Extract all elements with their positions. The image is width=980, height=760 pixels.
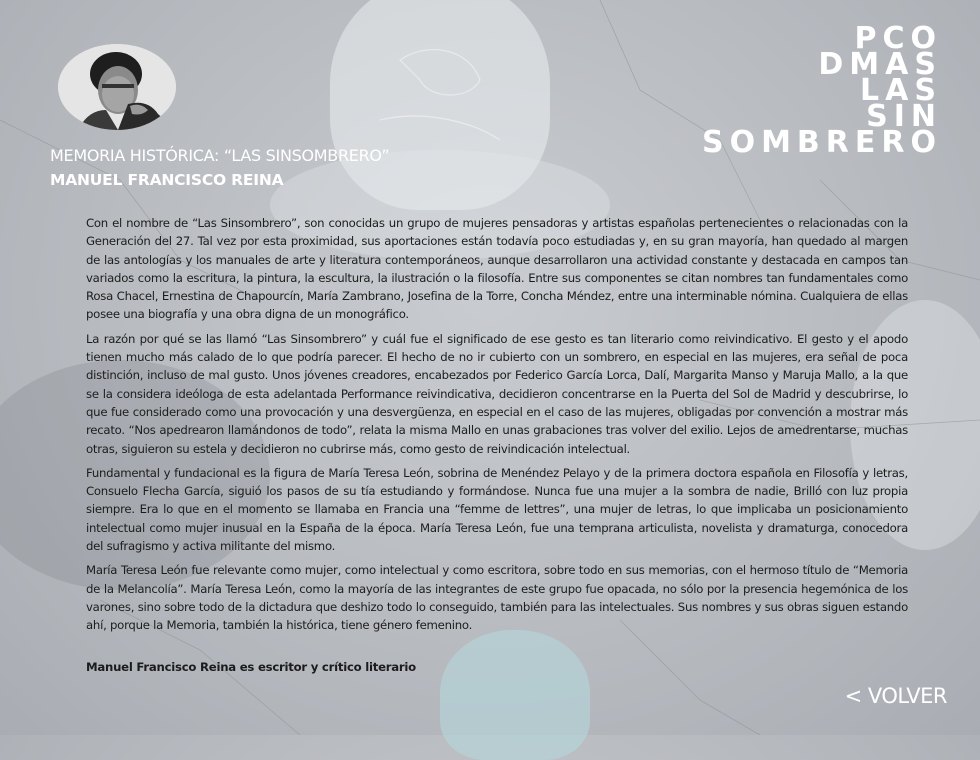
author-avatar bbox=[58, 44, 176, 130]
article-paragraph: Con el nombre de “Las Sinsombrero”, son conocidas un grupo de mujeres pensadoras y artistas españolas pertenecientes o relacionadas con la Generación del 27. Tal vez por esta proximidad, sus aportaciones están todavía poco estudiadas y, en su gran mayoría, han quedado al margen de las antologías y los manuales de arte y literatura contemporáneos, aunque desarrollaron una actividad constante y destacada en campos tan variados como la escritura, la pintura, la escultura, la ilustración o la filosofía. Entre sus componentes se citan nombres tan fundamentales como Rosa Chacel, Ernestina de Chapourcín, María Zambrano, Josefina de la Torre, Concha Méndez, entre una interminable nómina. Cualquiera de ellas posee una biografía y una obra digna de un monográfico. bbox=[86, 216, 908, 322]
back-link[interactable]: < VOLVER bbox=[844, 684, 947, 708]
logo-line: SOMBRERO bbox=[701, 125, 942, 160]
logo-line: SIN bbox=[866, 99, 942, 134]
author-photo bbox=[58, 44, 176, 130]
article-paragraph: Fundamental y fundacional es la figura de María Teresa León, sobrina de Menéndez Pelayo y de la primera doctora española en Filosofía y letras, Consuelo Flecha García, siguió los pasos de su tía estudiando y formándose. Nunca fue una mujer a la sombra de nadie, Brilló con luz propia siempre. Era lo que en el momento se llamaba en Francia una “femme de lettres”, una mujer de letras, lo que implicaba un posicionamiento intelectual como mujer inusual en la España de la época. María Teresa León, fue una temprana articulista, novelista y dramaturga, conocedora del sufragismo y activa militante del mismo. bbox=[86, 465, 908, 554]
logo-line: DMAS bbox=[818, 47, 942, 82]
article-paragraph: La razón por qué se las llamó “Las Sinsombrero” y cuál fue el significado de ese gesto es tan literario como reivindicativo. El gesto y el apodo tienen mucho más calado de lo que podría parecer. El hecho de no ir cubierto con un sombrero, en especial en las mujeres, era señal de poca distinción, incluso de mal gusto. Unos jóvenes creadores, encabezados por Federico García Lorca, Dalí, Margarita Manso y Maruja Mallo, a la que se la considera ideóloga de esta adelantada Performance reivindicativa, decidieron concentrarse en la Puerta del Sol de Madrid y descubrirse, lo que fue considerado como una provocación y una desvergüenza, en especial en el caso de las mujeres, obligadas por convención a mostrar más recato. “Nos apedrearon llamándonos de todo”, relata la misma Mallo en unas grabaciones tras volver del exilio. Lejos de amedrentarse, muchas otras, siguieron su estela y decidieron no cubrirse más, como gesto de reivindicación intelectual. bbox=[86, 331, 908, 456]
logo-line: PCO bbox=[854, 21, 942, 56]
article-body bbox=[86, 214, 908, 641]
article-author: MANUEL FRANCISCO REINA bbox=[50, 171, 284, 189]
logo bbox=[701, 21, 942, 160]
article-kicker: MEMORIA HISTÓRICA: “LAS SINSOMBRERO” bbox=[50, 146, 390, 165]
logo-line: LAS bbox=[860, 73, 942, 108]
article-paragraph: María Teresa León fue relevante como mujer, como intelectual y como escritora, sobre todo en sus memorias, con el hermoso título de “Memoria de la Melancolía”. María Teresa León, como la mayoría de las integrantes de este grupo fue opacada, no sólo por la presencia hegemónica de los varones, sino sobre todo de la dictadura que deshizo todo lo conseguido, también para las intelectuales. Sus nombres y sus obras siguen estando ahí, porque la Memoria, también la histórica, tiene género femenino. bbox=[86, 563, 908, 633]
author-signature: Manuel Francisco Reina es escritor y crítico literario bbox=[86, 660, 416, 674]
